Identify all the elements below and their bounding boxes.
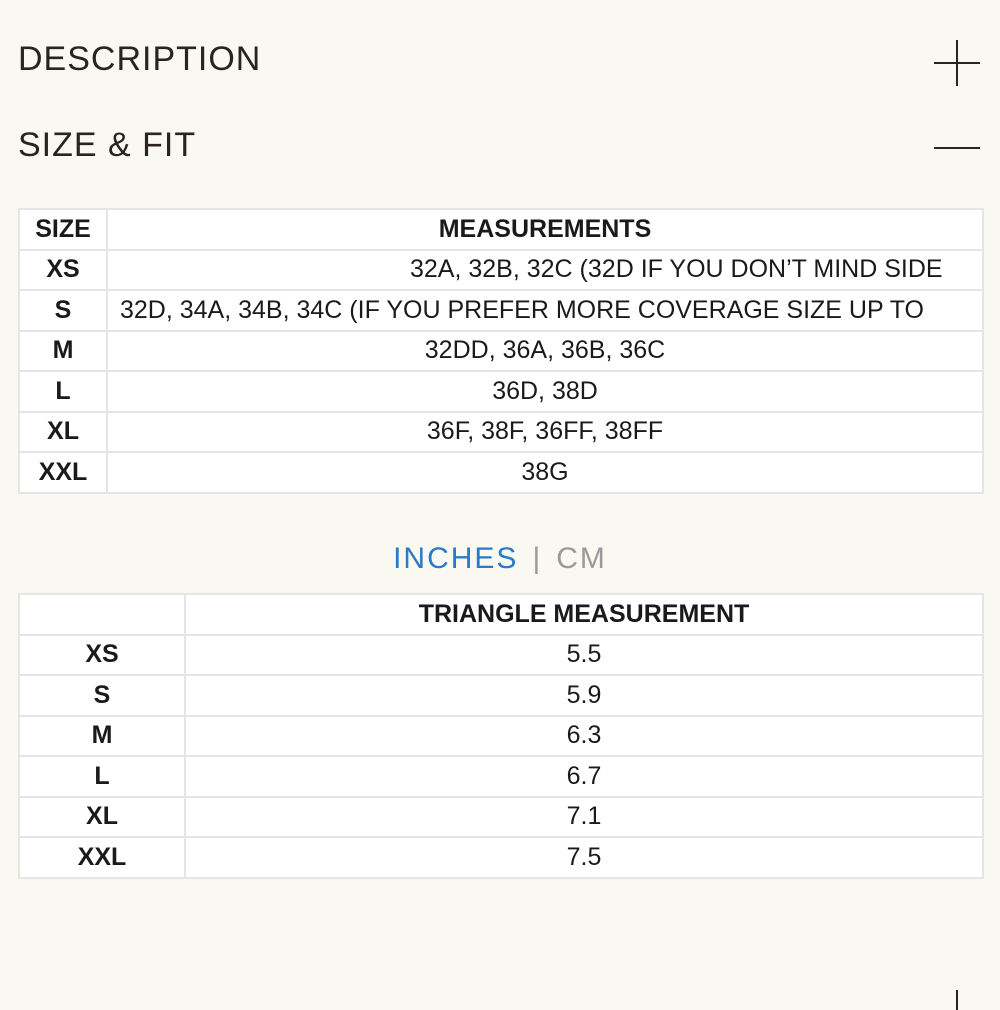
table-row — [19, 635, 983, 676]
size-cell: M — [19, 331, 107, 372]
table-row — [19, 797, 983, 838]
table-row — [19, 371, 983, 412]
unit-inches-button[interactable]: INCHES — [393, 542, 519, 575]
description-accordion-header[interactable]: DESCRIPTION — [18, 40, 262, 78]
plus-icon[interactable] — [934, 40, 980, 86]
unit-toggle — [0, 542, 1000, 576]
value-cell: 7.5 — [185, 837, 983, 878]
size-cell: L — [19, 756, 185, 797]
table-row — [19, 756, 983, 797]
value-cell: 6.7 — [185, 756, 983, 797]
table-header-measurements: MEASUREMENTS — [107, 209, 983, 250]
table-header-row — [19, 594, 983, 635]
size-cell: XXL — [19, 452, 107, 493]
size-cell: XS — [19, 250, 107, 291]
size-cell: XS — [19, 635, 185, 676]
table-row — [19, 716, 983, 757]
table-row — [19, 837, 983, 878]
table-header-row — [19, 209, 983, 250]
triangle-measurement-table — [18, 593, 984, 879]
value-cell: 7.1 — [185, 797, 983, 838]
size-cell: L — [19, 371, 107, 412]
table-row — [19, 331, 983, 372]
table-header-size: SIZE — [19, 209, 107, 250]
table-header-triangle-measurement: TRIANGLE MEASUREMENT — [185, 594, 983, 635]
size-fit-accordion-header[interactable]: SIZE & FIT — [18, 126, 197, 164]
unit-separator: | — [532, 542, 543, 575]
table-row — [19, 452, 983, 493]
table-row — [19, 250, 983, 291]
size-cell: S — [19, 290, 107, 331]
value-cell: 5.5 — [185, 635, 983, 676]
measurement-cell: 32A, 32B, 32C (32D IF YOU DON’T MIND SIDE — [107, 250, 983, 291]
measurement-cell: 38G — [107, 452, 983, 493]
size-cell: XL — [19, 412, 107, 453]
minus-icon[interactable] — [934, 125, 980, 171]
size-measurements-table — [18, 208, 984, 494]
value-cell: 6.3 — [185, 716, 983, 757]
size-cell: S — [19, 675, 185, 716]
table-row — [19, 412, 983, 453]
unit-cm-button[interactable]: CM — [556, 542, 607, 575]
measurement-cell: 36F, 38F, 36FF, 38FF — [107, 412, 983, 453]
measurement-cell: 32D, 34A, 34B, 34C (IF YOU PREFER MORE COVERAGE SIZE UP TO — [107, 290, 983, 331]
size-cell: XL — [19, 797, 185, 838]
size-cell: M — [19, 716, 185, 757]
measurement-cell: 32DD, 36A, 36B, 36C — [107, 331, 983, 372]
size-cell: XXL — [19, 837, 185, 878]
table-row — [19, 675, 983, 716]
measurement-cell: 36D, 38D — [107, 371, 983, 412]
next-accordion-plus-icon[interactable] — [956, 990, 958, 1010]
table-row — [19, 290, 983, 331]
table-header-empty — [19, 594, 185, 635]
value-cell: 5.9 — [185, 675, 983, 716]
